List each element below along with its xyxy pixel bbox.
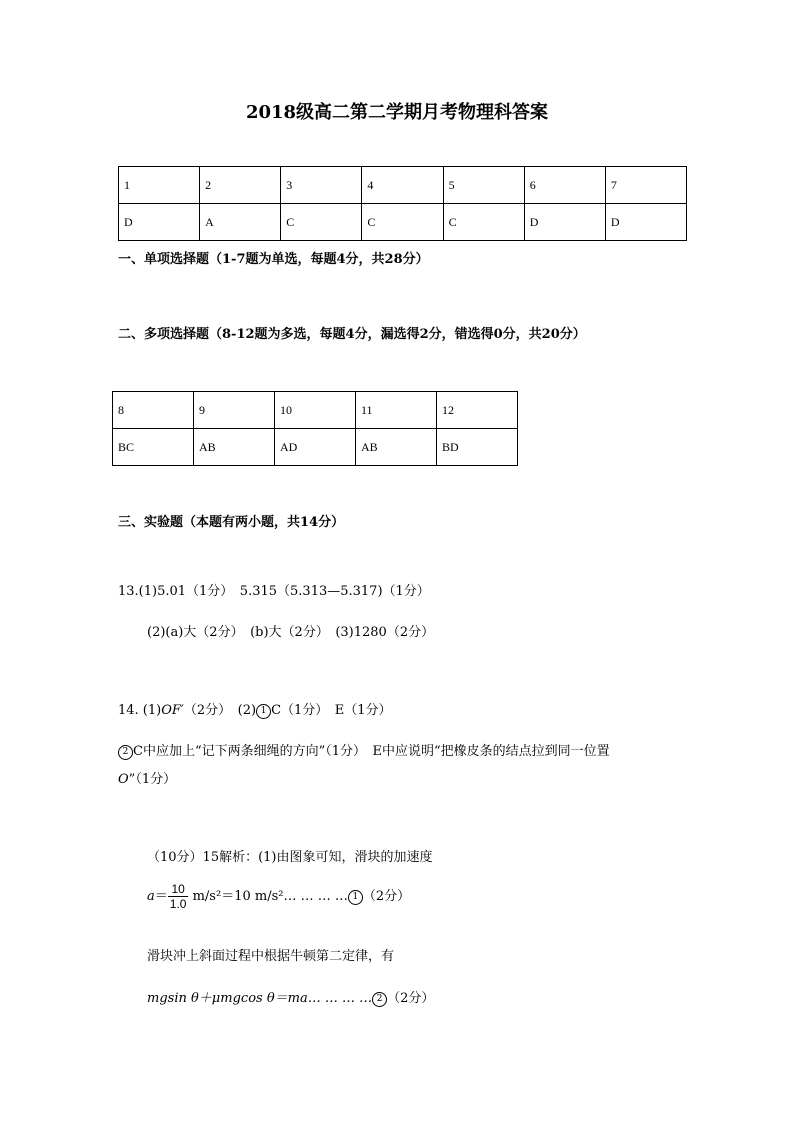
q15-score1: （2分） [362, 889, 411, 904]
table-cell: 11 [356, 392, 437, 429]
table-cell: D [605, 204, 686, 241]
table-cell: AD [275, 429, 356, 466]
fraction [168, 882, 189, 911]
table-cell: 4 [362, 167, 443, 204]
table-cell: 1 [119, 167, 200, 204]
circled-number-1: 1 [348, 890, 363, 905]
q15-eq: ＝ [154, 889, 168, 904]
circled-number-2: 2 [372, 992, 387, 1007]
table-cell: BD [437, 429, 518, 466]
q15-formula: mgsin θ＋μmgcos θ＝ma… … … … [147, 991, 373, 1006]
q15-unit: m/s²＝10 m/s²… … … … [188, 889, 348, 904]
q15-intro: （10分）15解析：(1)由图象可知，滑块的加速度 [147, 850, 433, 865]
table-cell: C [362, 204, 443, 241]
table-cell: 9 [194, 392, 275, 429]
table-row [113, 429, 518, 466]
q15-newton-equation [147, 987, 434, 1007]
section-heading-experiment: 三、实验题（本题有两小题，共14分） [118, 515, 345, 530]
circled-number-1: 1 [256, 704, 271, 719]
q14-prefix: 14. (1) [118, 703, 162, 718]
q14-line-1 [118, 699, 392, 719]
q14-line3-text: ”（1分） [128, 772, 177, 787]
table-cell: 8 [113, 392, 194, 429]
q14-line-3 [118, 768, 176, 787]
page-title: 2018级高二第二学期月考物理科答案 [245, 102, 549, 123]
answer-table-multi-choice [112, 391, 518, 466]
table-row [113, 392, 518, 429]
table-cell: BC [113, 429, 194, 466]
section-heading-multi-choice: 二、多项选择题（8-12题为多选，每题4分，漏选得2分，错选得0分，共20分） [118, 327, 586, 342]
table-row [119, 167, 687, 204]
q13-line-2: (2)(a)大（2分） (b)大（2分） (3)1280（2分） [147, 625, 435, 640]
answer-table-single-choice [118, 166, 687, 241]
table-cell: D [524, 204, 605, 241]
table-cell: C [281, 204, 362, 241]
q14-part2: C（1分） E（1分） [271, 703, 392, 718]
table-cell: 10 [275, 392, 356, 429]
table-cell: C [443, 204, 524, 241]
table-cell: D [119, 204, 200, 241]
table-cell: 7 [605, 167, 686, 204]
table-cell: 5 [443, 167, 524, 204]
circled-number-2: 2 [118, 745, 133, 760]
q14-part1: （2分） (2) [183, 703, 257, 718]
q14-line2-text: C中应加上“记下两条细绳的方向”（1分） E中应说明“把橡皮条的结点拉到同一位置 [133, 744, 610, 759]
fraction-denominator: 1.0 [169, 897, 187, 911]
table-cell: 12 [437, 392, 518, 429]
q14-o: O [118, 772, 129, 787]
fraction-numerator: 10 [168, 882, 189, 897]
table-cell: 3 [281, 167, 362, 204]
q14-ofp: OF′ [161, 703, 184, 718]
table-row [119, 204, 687, 241]
table-cell: 2 [200, 167, 281, 204]
section-heading-single-choice: 一、单项选择题（1-7题为单选，每题4分，共28分） [118, 252, 429, 267]
q13-line-1: 13.(1)5.01（1分） 5.315（5.313—5.317)（1分） [118, 584, 430, 599]
table-cell: AB [194, 429, 275, 466]
table-cell: AB [356, 429, 437, 466]
q15-accel-equation [147, 882, 410, 911]
q14-line-2 [118, 740, 610, 760]
q15-score2: （2分） [387, 991, 435, 1006]
table-cell: A [200, 204, 281, 241]
q15-line-3: 滑块冲上斜面过程中根据牛顿第二定律，有 [147, 949, 395, 964]
q15-a-var: a [147, 889, 155, 904]
table-cell: 6 [524, 167, 605, 204]
